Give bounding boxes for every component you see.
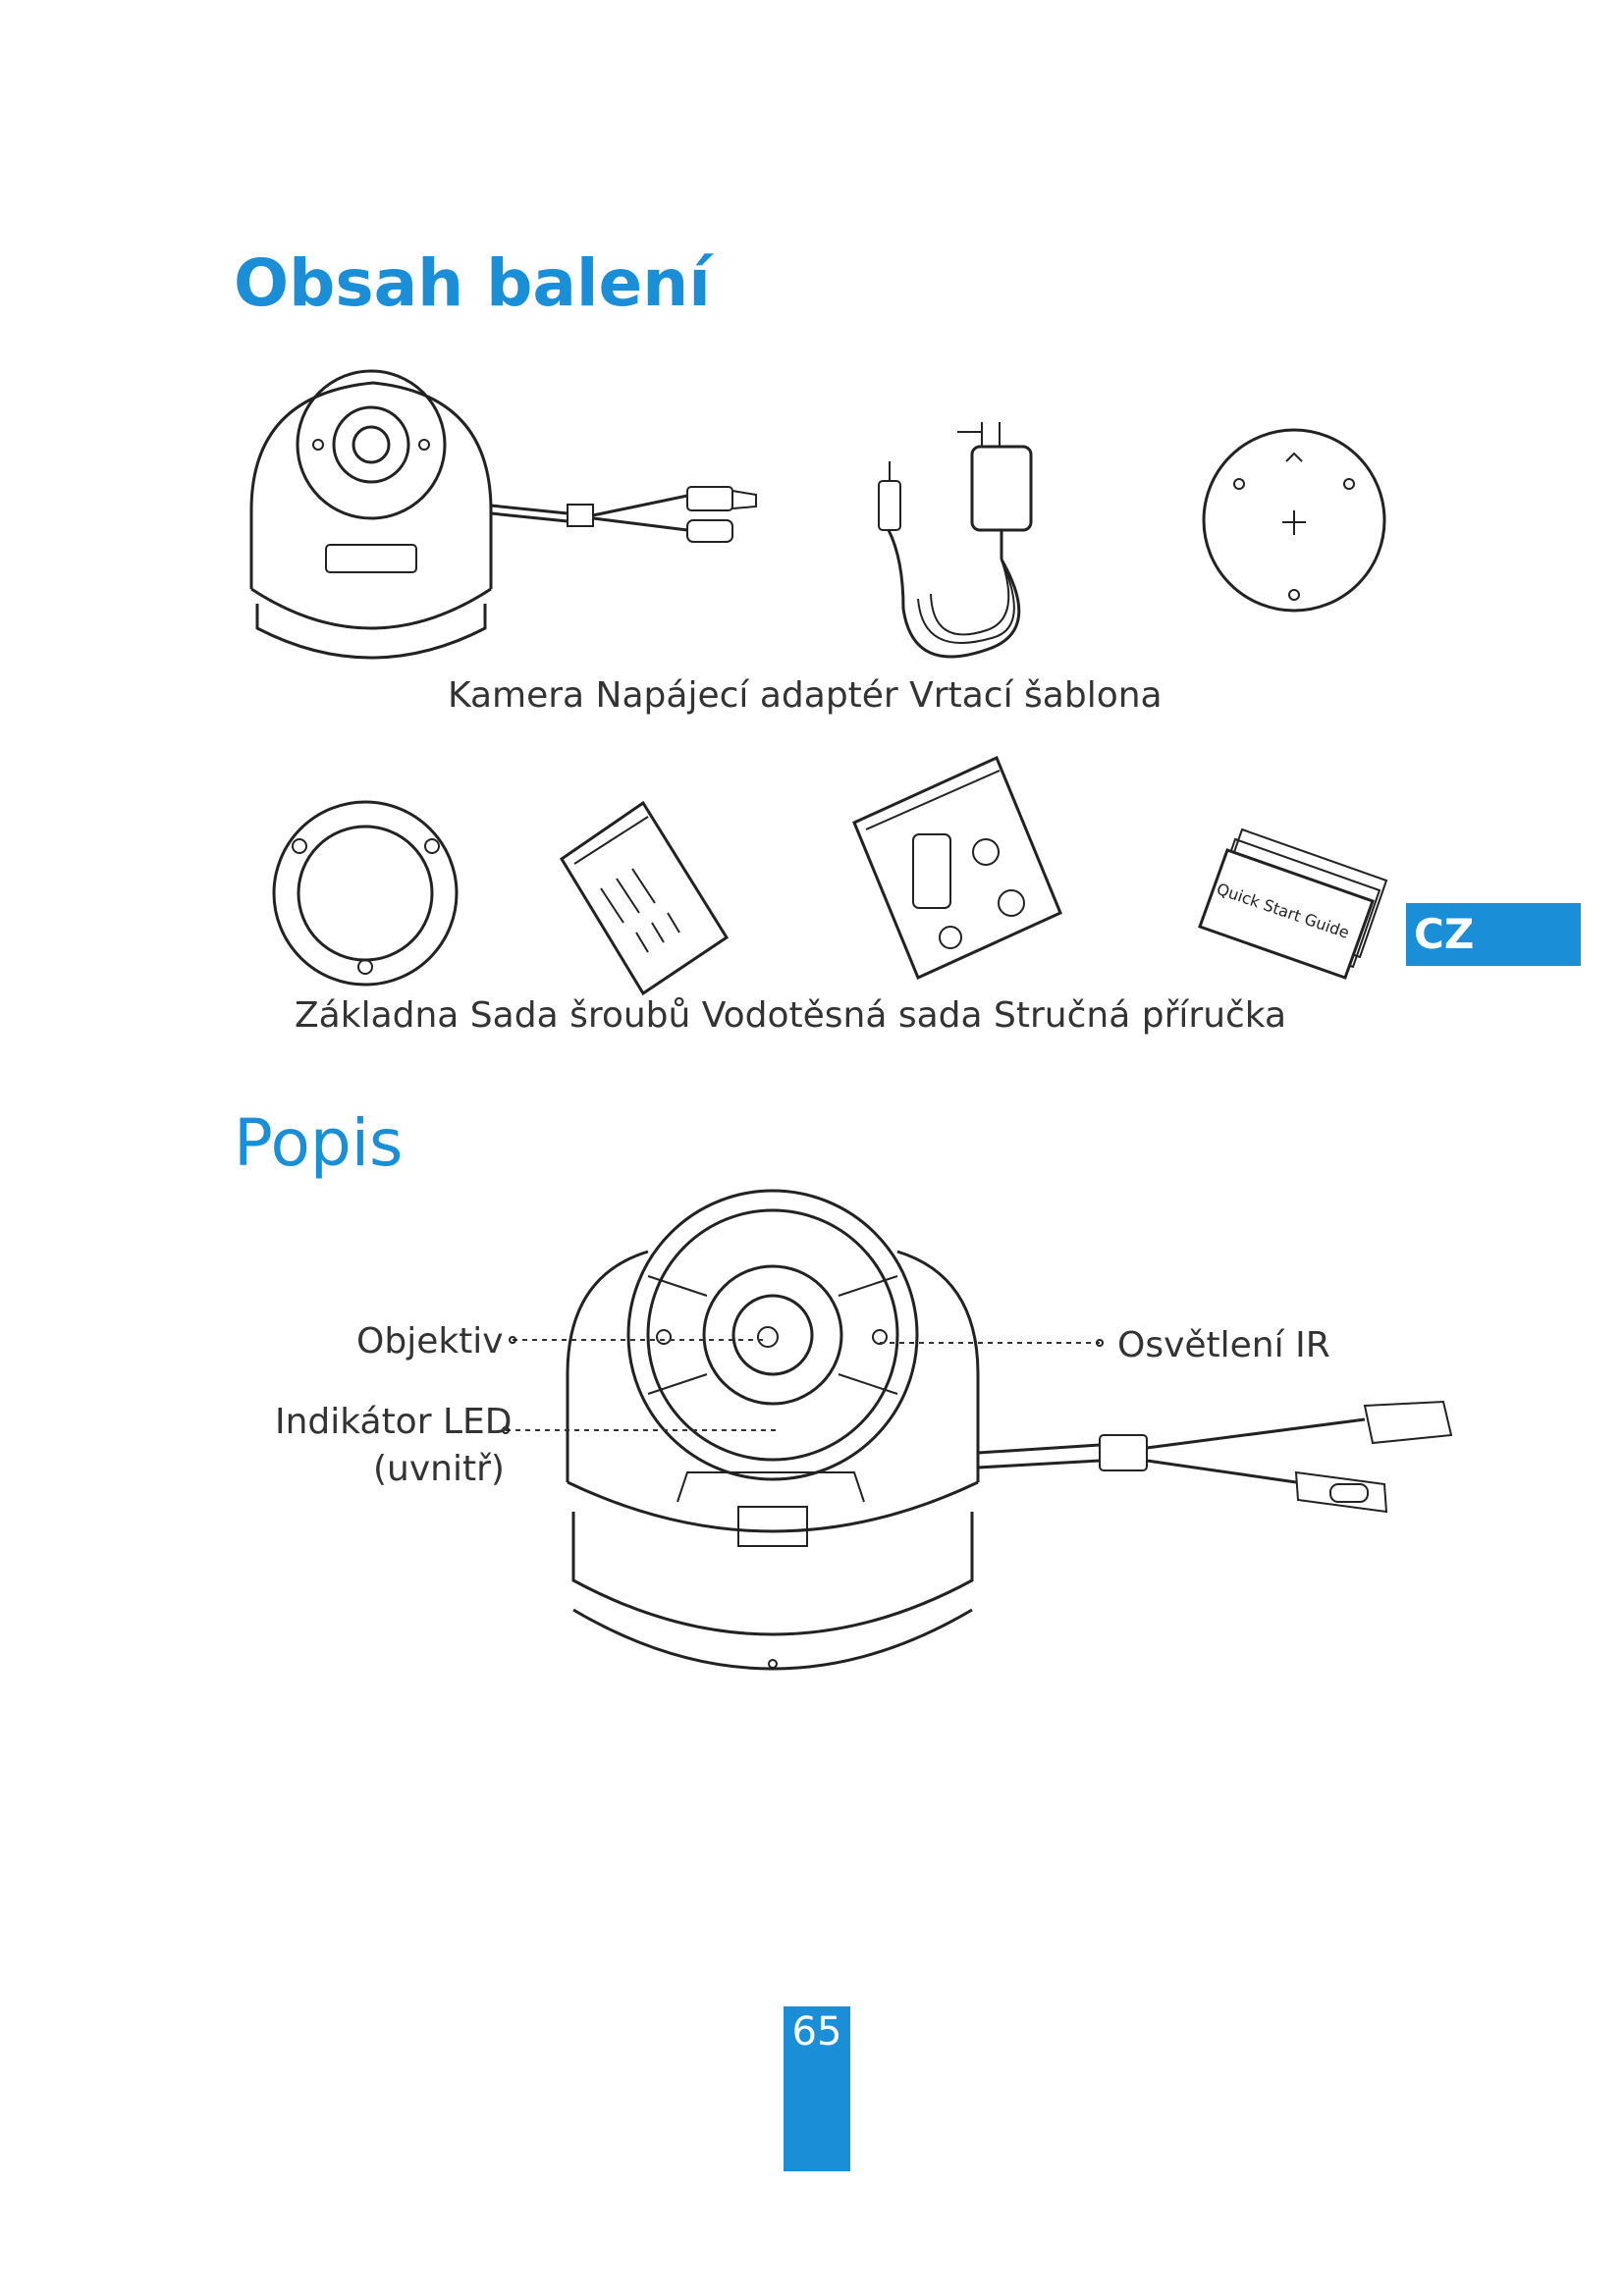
quick-start-guide-icon — [1200, 829, 1386, 978]
screw-kit-icon — [562, 803, 727, 993]
callout-lens: Objektiv — [356, 1321, 504, 1362]
callout-leaders — [503, 1337, 1103, 1433]
callout-led-indicator: Indikátor LED — [275, 1402, 513, 1442]
camera-detail-illustration — [568, 1191, 1451, 1669]
camera-icon — [251, 371, 756, 658]
language-tab: CZ — [1406, 903, 1581, 966]
callout-led-inside: (uvnitř) — [373, 1449, 505, 1489]
base-ring-icon — [274, 802, 457, 985]
power-adapter-icon — [879, 422, 1031, 657]
guide-cover-text: Quick Start Guide — [1214, 879, 1352, 942]
section-title-package-contents: Obsah balení — [234, 245, 711, 321]
page-number: 65 — [791, 2009, 842, 2055]
drill-template-icon — [1204, 430, 1384, 611]
waterproof-kit-icon — [854, 758, 1060, 978]
callout-ir-light: Osvětlení IR — [1117, 1325, 1330, 1365]
section-title-description: Popis — [234, 1105, 404, 1181]
page-number-tab — [784, 2006, 850, 2171]
row1-caption: Kamera Napájecí adaptér Vrtací šablona — [448, 675, 1163, 716]
row2-caption: Základna Sada šroubů Vodotěsná sada Stručná příručka — [295, 995, 1287, 1036]
